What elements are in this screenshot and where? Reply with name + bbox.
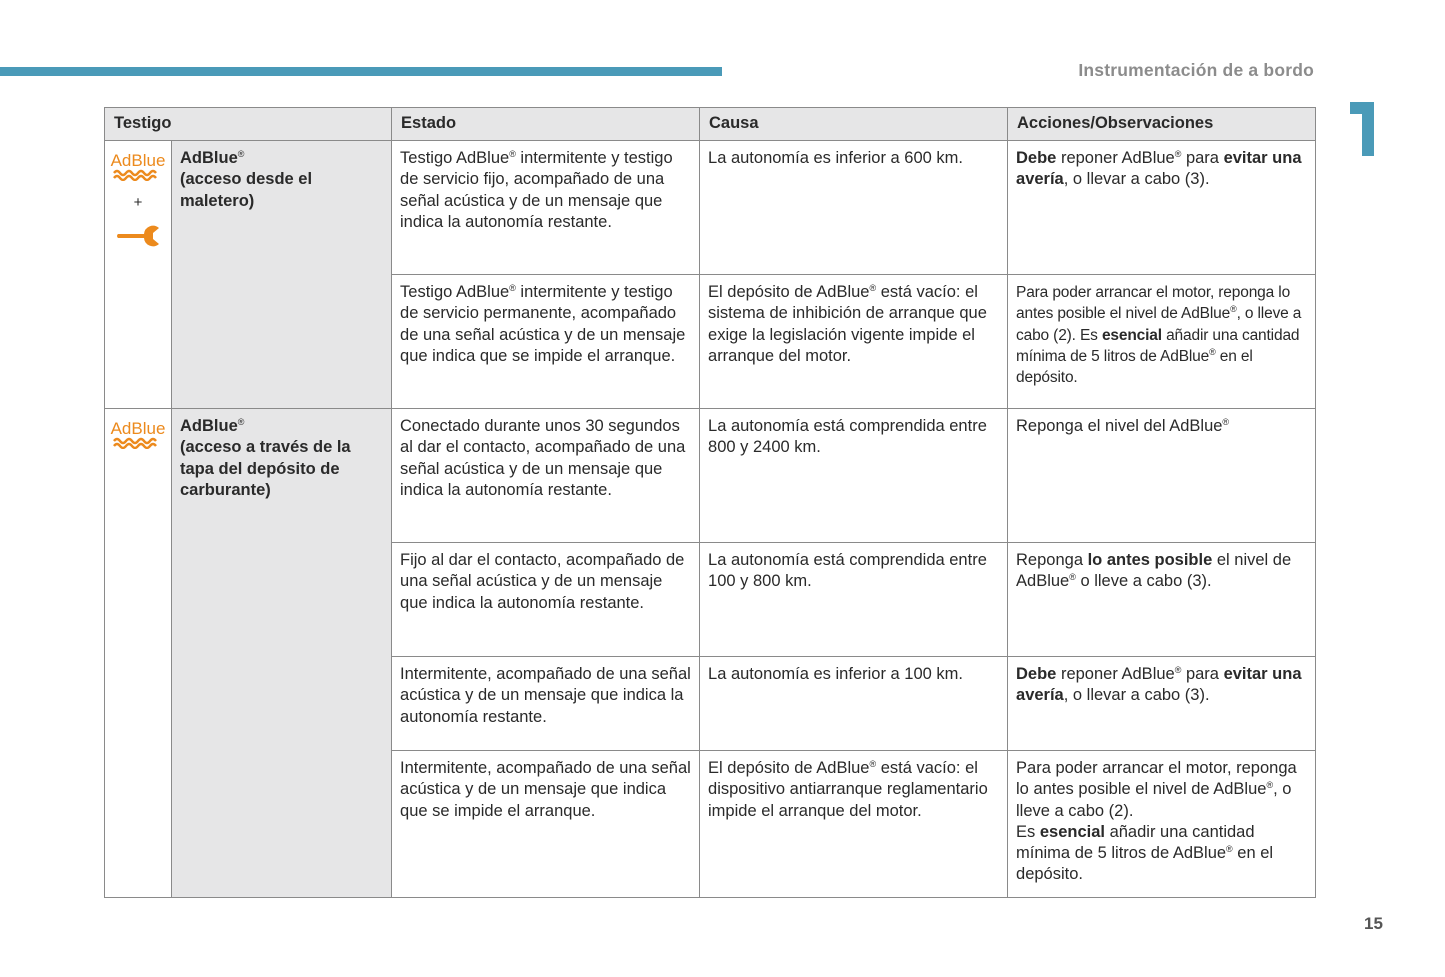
col-header-testigo: Testigo — [105, 108, 392, 141]
adblue-warning-table — [104, 107, 1316, 898]
estado-cell: Fijo al dar el contacto, acompañado de una señal acústica y de un mensaje que indica la autonomía restante. — [392, 543, 700, 657]
indicator-subtitle: (acceso desde el maletero) — [180, 170, 313, 210]
estado-cell: Intermitente, acompañado de una señal acústica y de un mensaje que indica que se impide el arranque. — [392, 751, 700, 898]
adblue-icon-label: AdBlue — [110, 151, 166, 170]
table-header-row — [105, 108, 1316, 141]
causa-cell: La autonomía está comprendida entre 100 y 800 km. — [700, 543, 1008, 657]
indicator-subtitle: (acceso a través de la tapa del depósito de carburante) — [180, 438, 351, 499]
indicator-symbols-filler-cap — [105, 409, 172, 898]
estado-cell: Testigo AdBlue® intermitente y testigo de servicio fijo, acompañado de una señal acústica y de un mensaje que indica la autonomía restante. — [392, 141, 700, 275]
page-number: 15 — [1364, 914, 1383, 933]
wrench-icon — [114, 224, 162, 248]
indicator-name: AdBlue — [180, 149, 238, 167]
table-row — [105, 141, 1316, 275]
adblue-icon-label: AdBlue — [110, 419, 166, 438]
plus-sign: + — [133, 194, 143, 212]
acciones-cell: Debe reponer AdBlue® para evitar una avería, o llevar a cabo (3). — [1008, 141, 1316, 275]
causa-cell: El depósito de AdBlue® está vacío: el sistema de inhibición de arranque que exige la legislación vigente impide el arranque del motor. — [700, 275, 1008, 409]
chapter-number-glyph — [1350, 102, 1374, 156]
col-header-estado: Estado — [392, 108, 700, 141]
col-header-causa: Causa — [700, 108, 1008, 141]
causa-cell: La autonomía es inferior a 100 km. — [700, 657, 1008, 751]
section-title: Instrumentación de a bordo — [1078, 60, 1314, 80]
estado-cell: Conectado durante unos 30 segundos al dar el contacto, acompañado de una señal acústica y de un mensaje que indica la autonomía restante. — [392, 409, 700, 543]
estado-cell: Intermitente, acompañado de una señal acústica y de un mensaje que indica la autonomía restante. — [392, 657, 700, 751]
estado-cell: Testigo AdBlue® intermitente y testigo de servicio permanente, acompañado de una señal acústica y de un mensaje que indica que se impide el arranque. — [392, 275, 700, 409]
col-header-acciones: Acciones/Observaciones — [1008, 108, 1316, 141]
indicator-name-trunk — [172, 141, 392, 409]
chapter-number-badge — [1348, 100, 1376, 156]
adblue-icon — [108, 151, 168, 181]
acciones-cell: Reponga lo antes posible el nivel de AdBlue® o lleve a cabo (3). — [1008, 543, 1316, 657]
causa-cell: El depósito de AdBlue® está vacío: el dispositivo antiarranque reglamentario impide el arranque del motor. — [700, 751, 1008, 898]
adblue-icon — [108, 419, 168, 449]
table-row — [105, 409, 1316, 543]
header-accent-bar — [0, 67, 722, 76]
indicator-name-filler-cap — [172, 409, 392, 898]
indicator-name: AdBlue — [180, 417, 238, 435]
acciones-cell: Para poder arrancar el motor, reponga lo antes posible el nivel de AdBlue®, o lleve a cabo (2). Es esencial añadir una cantidad mínima de 5 litros de AdBlue® en el depósito. — [1008, 751, 1316, 898]
causa-cell: La autonomía es inferior a 600 km. — [700, 141, 1008, 275]
registered-mark: ® — [237, 149, 245, 159]
acciones-cell: Debe reponer AdBlue® para evitar una avería, o llevar a cabo (3). — [1008, 657, 1316, 751]
indicator-symbols-trunk — [105, 141, 172, 409]
acciones-cell: Para poder arrancar el motor, reponga lo antes posible el nivel de AdBlue®, o lleve a cabo (2). Es esencial añadir una cantidad mínima de 5 litros de AdBlue® en el depósito. — [1008, 275, 1316, 409]
causa-cell: La autonomía está comprendida entre 800 y 2400 km. — [700, 409, 1008, 543]
registered-mark: ® — [237, 417, 245, 427]
acciones-cell: Reponga el nivel del AdBlue® — [1008, 409, 1316, 543]
